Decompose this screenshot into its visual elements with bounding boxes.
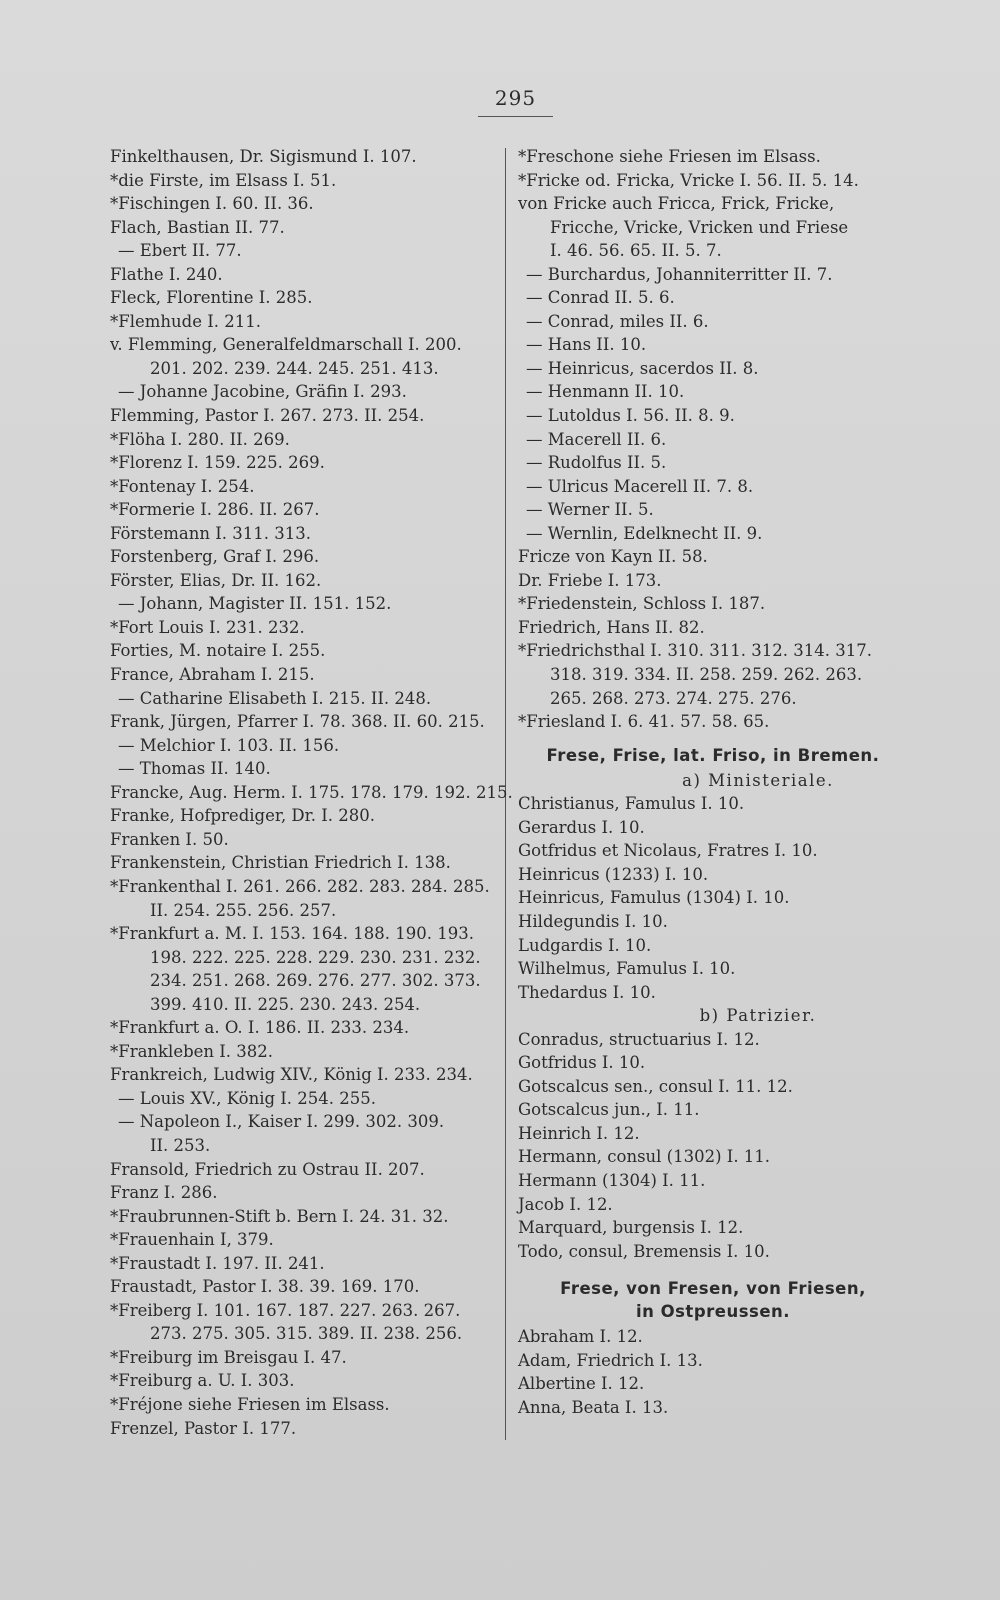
index-entry: — Rudolfus II. 5. bbox=[526, 453, 667, 473]
index-entry: Todo, consul, Bremensis I. 10. bbox=[518, 1241, 770, 1261]
index-entry: I. 46. 56. 65. II. 5. 7. bbox=[550, 241, 722, 261]
index-entry: *Fontenay I. 254. bbox=[110, 476, 255, 496]
index-entry: Conradus, structuarius I. 12. bbox=[518, 1029, 760, 1049]
index-entry: Franken I. 50. bbox=[110, 829, 229, 849]
index-entry: Frankenstein, Christian Friedrich I. 138. bbox=[110, 853, 451, 873]
index-entry: *Freiburg im Breisgau I. 47. bbox=[110, 1347, 347, 1367]
index-entry: — Thomas II. 140. bbox=[118, 759, 271, 779]
index-entry: Flach, Bastian II. 77. bbox=[110, 217, 285, 237]
index-entry: 318. 319. 334. II. 258. 259. 262. 263. bbox=[550, 665, 863, 685]
index-entry: Forties, M. notaire I. 255. bbox=[110, 641, 326, 661]
index-entry: Franke, Hofprediger, Dr. I. 280. bbox=[110, 806, 375, 826]
section-heading-ostpreussen-line2: in Ostpreussen. bbox=[635, 1302, 791, 1322]
index-entry: — Conrad, miles II. 6. bbox=[526, 311, 709, 331]
index-entry: — Ulricus Macerell II. 7. 8. bbox=[526, 476, 754, 496]
index-entry: Heinrich I. 12. bbox=[518, 1123, 640, 1143]
index-entry: Förster, Elias, Dr. II. 162. bbox=[110, 570, 322, 590]
index-entry: *Freiburg a. U. I. 303. bbox=[110, 1371, 295, 1391]
index-entry: *Friedenstein, Schloss I. 187. bbox=[518, 594, 766, 614]
index-entry: Fraustadt, Pastor I. 38. 39. 169. 170. bbox=[110, 1277, 420, 1297]
index-entry: — Catharine Elisabeth I. 215. II. 248. bbox=[118, 688, 432, 708]
index-entry: *Freschone siehe Friesen im Elsass. bbox=[518, 147, 821, 166]
index-entry: *Fricke od. Fricka, Vricke I. 56. II. 5. 14. bbox=[518, 170, 859, 190]
index-entry: *Freiberg I. 101. 167. 187. 227. 263. 267. bbox=[110, 1300, 461, 1320]
index-entry: *Frankfurt a. O. I. 186. II. 233. 234. bbox=[110, 1018, 410, 1038]
index-entry: *Formerie I. 286. II. 267. bbox=[110, 500, 320, 520]
index-entry: Forstenberg, Graf I. 296. bbox=[110, 547, 320, 567]
index-entry: Hermann (1304) I. 11. bbox=[518, 1170, 706, 1190]
index-entry: *Frankfurt a. M. I. 153. 164. 188. 190. 193. bbox=[110, 924, 474, 944]
index-entry: Fleck, Florentine I. 285. bbox=[110, 288, 313, 308]
index-entry: Gerardus I. 10. bbox=[518, 817, 645, 837]
section-heading-ostpreussen bbox=[518, 1277, 908, 1323]
index-entry: — Hans II. 10. bbox=[526, 335, 647, 355]
subheading-patrizier: b) Patrizier. bbox=[699, 1006, 817, 1026]
index-entry: Flemming, Pastor I. 267. 273. II. 254. bbox=[110, 406, 425, 426]
index-entry: — Louis XV., König I. 254. 255. bbox=[118, 1088, 377, 1108]
index-entry: II. 253. bbox=[150, 1135, 211, 1155]
index-entry: Dr. Friebe I. 173. bbox=[518, 570, 662, 590]
index-entry: — Macerell II. 6. bbox=[526, 429, 667, 449]
index-entry: *Friedrichsthal I. 310. 311. 312. 314. 317. bbox=[518, 641, 872, 661]
index-entry: *Fischingen I. 60. II. 36. bbox=[110, 194, 314, 214]
index-entry: Hermann, consul (1302) I. 11. bbox=[518, 1147, 771, 1167]
subheading-ministeriale: a) Ministeriale. bbox=[682, 770, 834, 790]
index-entry: *Fort Louis I. 231. 232. bbox=[110, 617, 305, 637]
index-entry: Thedardus I. 10. bbox=[518, 982, 656, 1002]
index-entry: Adam, Friedrich I. 13. bbox=[518, 1350, 703, 1370]
index-entry: Frankreich, Ludwig XIV., König I. 233. 234. bbox=[110, 1065, 473, 1085]
index-entry: Gotscalcus sen., consul I. 11. 12. bbox=[518, 1076, 793, 1096]
page-number: 295 bbox=[494, 86, 537, 110]
index-entry: — Melchior I. 103. II. 156. bbox=[118, 735, 340, 755]
index-entry: — Heinricus, sacerdos II. 8. bbox=[526, 358, 759, 378]
index-entry: Franz I. 286. bbox=[110, 1183, 218, 1203]
index-entry: Ludgardis I. 10. bbox=[518, 935, 652, 955]
index-entry: 273. 275. 305. 315. 389. II. 238. 256. bbox=[150, 1324, 463, 1344]
index-entry: — Wernlin, Edelknecht II. 9. bbox=[526, 523, 763, 543]
index-entry: Wilhelmus, Famulus I. 10. bbox=[518, 959, 736, 979]
index-entry: Hildegundis I. 10. bbox=[518, 911, 668, 931]
index-entry: Gotfridus et Nicolaus, Fratres I. 10. bbox=[518, 841, 818, 861]
index-entry: — Napoleon I., Kaiser I. 299. 302. 309. bbox=[118, 1112, 445, 1132]
index-entry: — Burchardus, Johanniterritter II. 7. bbox=[526, 264, 833, 284]
index-entry: Finkelthausen, Dr. Sigismund I. 107. bbox=[110, 147, 417, 166]
index-entry: Heinricus, Famulus (1304) I. 10. bbox=[518, 888, 790, 908]
left-column bbox=[110, 145, 513, 1440]
index-entry: *Frauenhain I, 379. bbox=[110, 1230, 274, 1250]
index-entry: *Friesland I. 6. 41. 57. 58. 65. bbox=[518, 712, 770, 732]
right-column bbox=[518, 145, 908, 1419]
page-number-rule bbox=[478, 116, 553, 117]
index-entry: *Fréjone siehe Friesen im Elsass. bbox=[110, 1394, 390, 1414]
index-entry: Friedrich, Hans II. 82. bbox=[518, 617, 705, 637]
index-entry: 399. 410. II. 225. 230. 243. 254. bbox=[150, 994, 421, 1014]
index-entry: *die Firste, im Elsass I. 51. bbox=[110, 170, 337, 190]
index-entry: France, Abraham I. 215. bbox=[110, 665, 315, 685]
index-entry: *Fraubrunnen-Stift b. Bern I. 24. 31. 32. bbox=[110, 1206, 449, 1226]
index-entry: Heinricus (1233) I. 10. bbox=[518, 864, 709, 884]
index-entry: Gotfridus I. 10. bbox=[518, 1053, 646, 1073]
index-entry: — Conrad II. 5. 6. bbox=[526, 288, 675, 308]
index-entry: — Johann, Magister II. 151. 152. bbox=[118, 594, 392, 614]
index-entry: Jacob I. 12. bbox=[518, 1194, 613, 1214]
index-entry: — Henmann II. 10. bbox=[526, 382, 685, 402]
section-heading-bremen: Frese, Frise, lat. Friso, in Bremen. bbox=[546, 745, 880, 765]
index-entry: *Fraustadt I. 197. II. 241. bbox=[110, 1253, 325, 1273]
index-entry: 234. 251. 268. 269. 276. 277. 302. 373. bbox=[150, 971, 481, 991]
section-heading-ostpreussen-line1: Frese, von Fresen, von Friesen, bbox=[560, 1279, 866, 1299]
index-entry: 201. 202. 239. 244. 245. 251. 413. bbox=[150, 358, 439, 378]
index-entry: *Flemhude I. 211. bbox=[110, 311, 261, 331]
index-entry: — Johanne Jacobine, Gräfin I. 293. bbox=[118, 382, 407, 402]
index-entry: Abraham I. 12. bbox=[518, 1327, 643, 1347]
index-entry: — Werner II. 5. bbox=[526, 500, 654, 520]
index-entry: — Lutoldus I. 56. II. 8. 9. bbox=[526, 406, 735, 426]
index-entry: II. 254. 255. 256. 257. bbox=[150, 900, 337, 920]
index-entry: Francke, Aug. Herm. I. 175. 178. 179. 192. 215. bbox=[110, 782, 513, 802]
index-entry: Fransold, Friedrich zu Ostrau II. 207. bbox=[110, 1159, 425, 1179]
index-entry: Fricze von Kayn II. 58. bbox=[518, 547, 708, 567]
index-entry: Gotscalcus jun., I. 11. bbox=[518, 1100, 700, 1120]
index-entry: — Ebert II. 77. bbox=[118, 241, 242, 261]
index-entry: Frenzel, Pastor I. 177. bbox=[110, 1418, 297, 1438]
index-entry: Anna, Beata I. 13. bbox=[518, 1397, 669, 1417]
index-entry: 198. 222. 225. 228. 229. 230. 231. 232. bbox=[150, 947, 481, 967]
index-entry: Marquard, burgensis I. 12. bbox=[518, 1218, 744, 1238]
index-entry: Albertine I. 12. bbox=[518, 1374, 645, 1394]
index-entry: *Flöha I. 280. II. 269. bbox=[110, 429, 290, 449]
index-entry: 265. 268. 273. 274. 275. 276. bbox=[550, 688, 797, 708]
index-entry: Förstemann I. 311. 313. bbox=[110, 523, 311, 543]
index-entry: Christianus, Famulus I. 10. bbox=[518, 794, 745, 814]
index-entry: v. Flemming, Generalfeldmarschall I. 200. bbox=[110, 335, 462, 355]
index-entry: Flathe I. 240. bbox=[110, 264, 223, 284]
index-entry: von Fricke auch Fricca, Frick, Fricke, bbox=[518, 194, 835, 214]
index-entry: *Florenz I. 159. 225. 269. bbox=[110, 453, 325, 473]
index-entry: Fricche, Vricke, Vricken und Friese bbox=[550, 217, 849, 237]
index-entry: *Frankenthal I. 261. 266. 282. 283. 284. 285. bbox=[110, 876, 490, 896]
index-entry: Frank, Jürgen, Pfarrer I. 78. 368. II. 60. 215. bbox=[110, 712, 485, 732]
index-entry: *Frankleben I. 382. bbox=[110, 1041, 274, 1061]
